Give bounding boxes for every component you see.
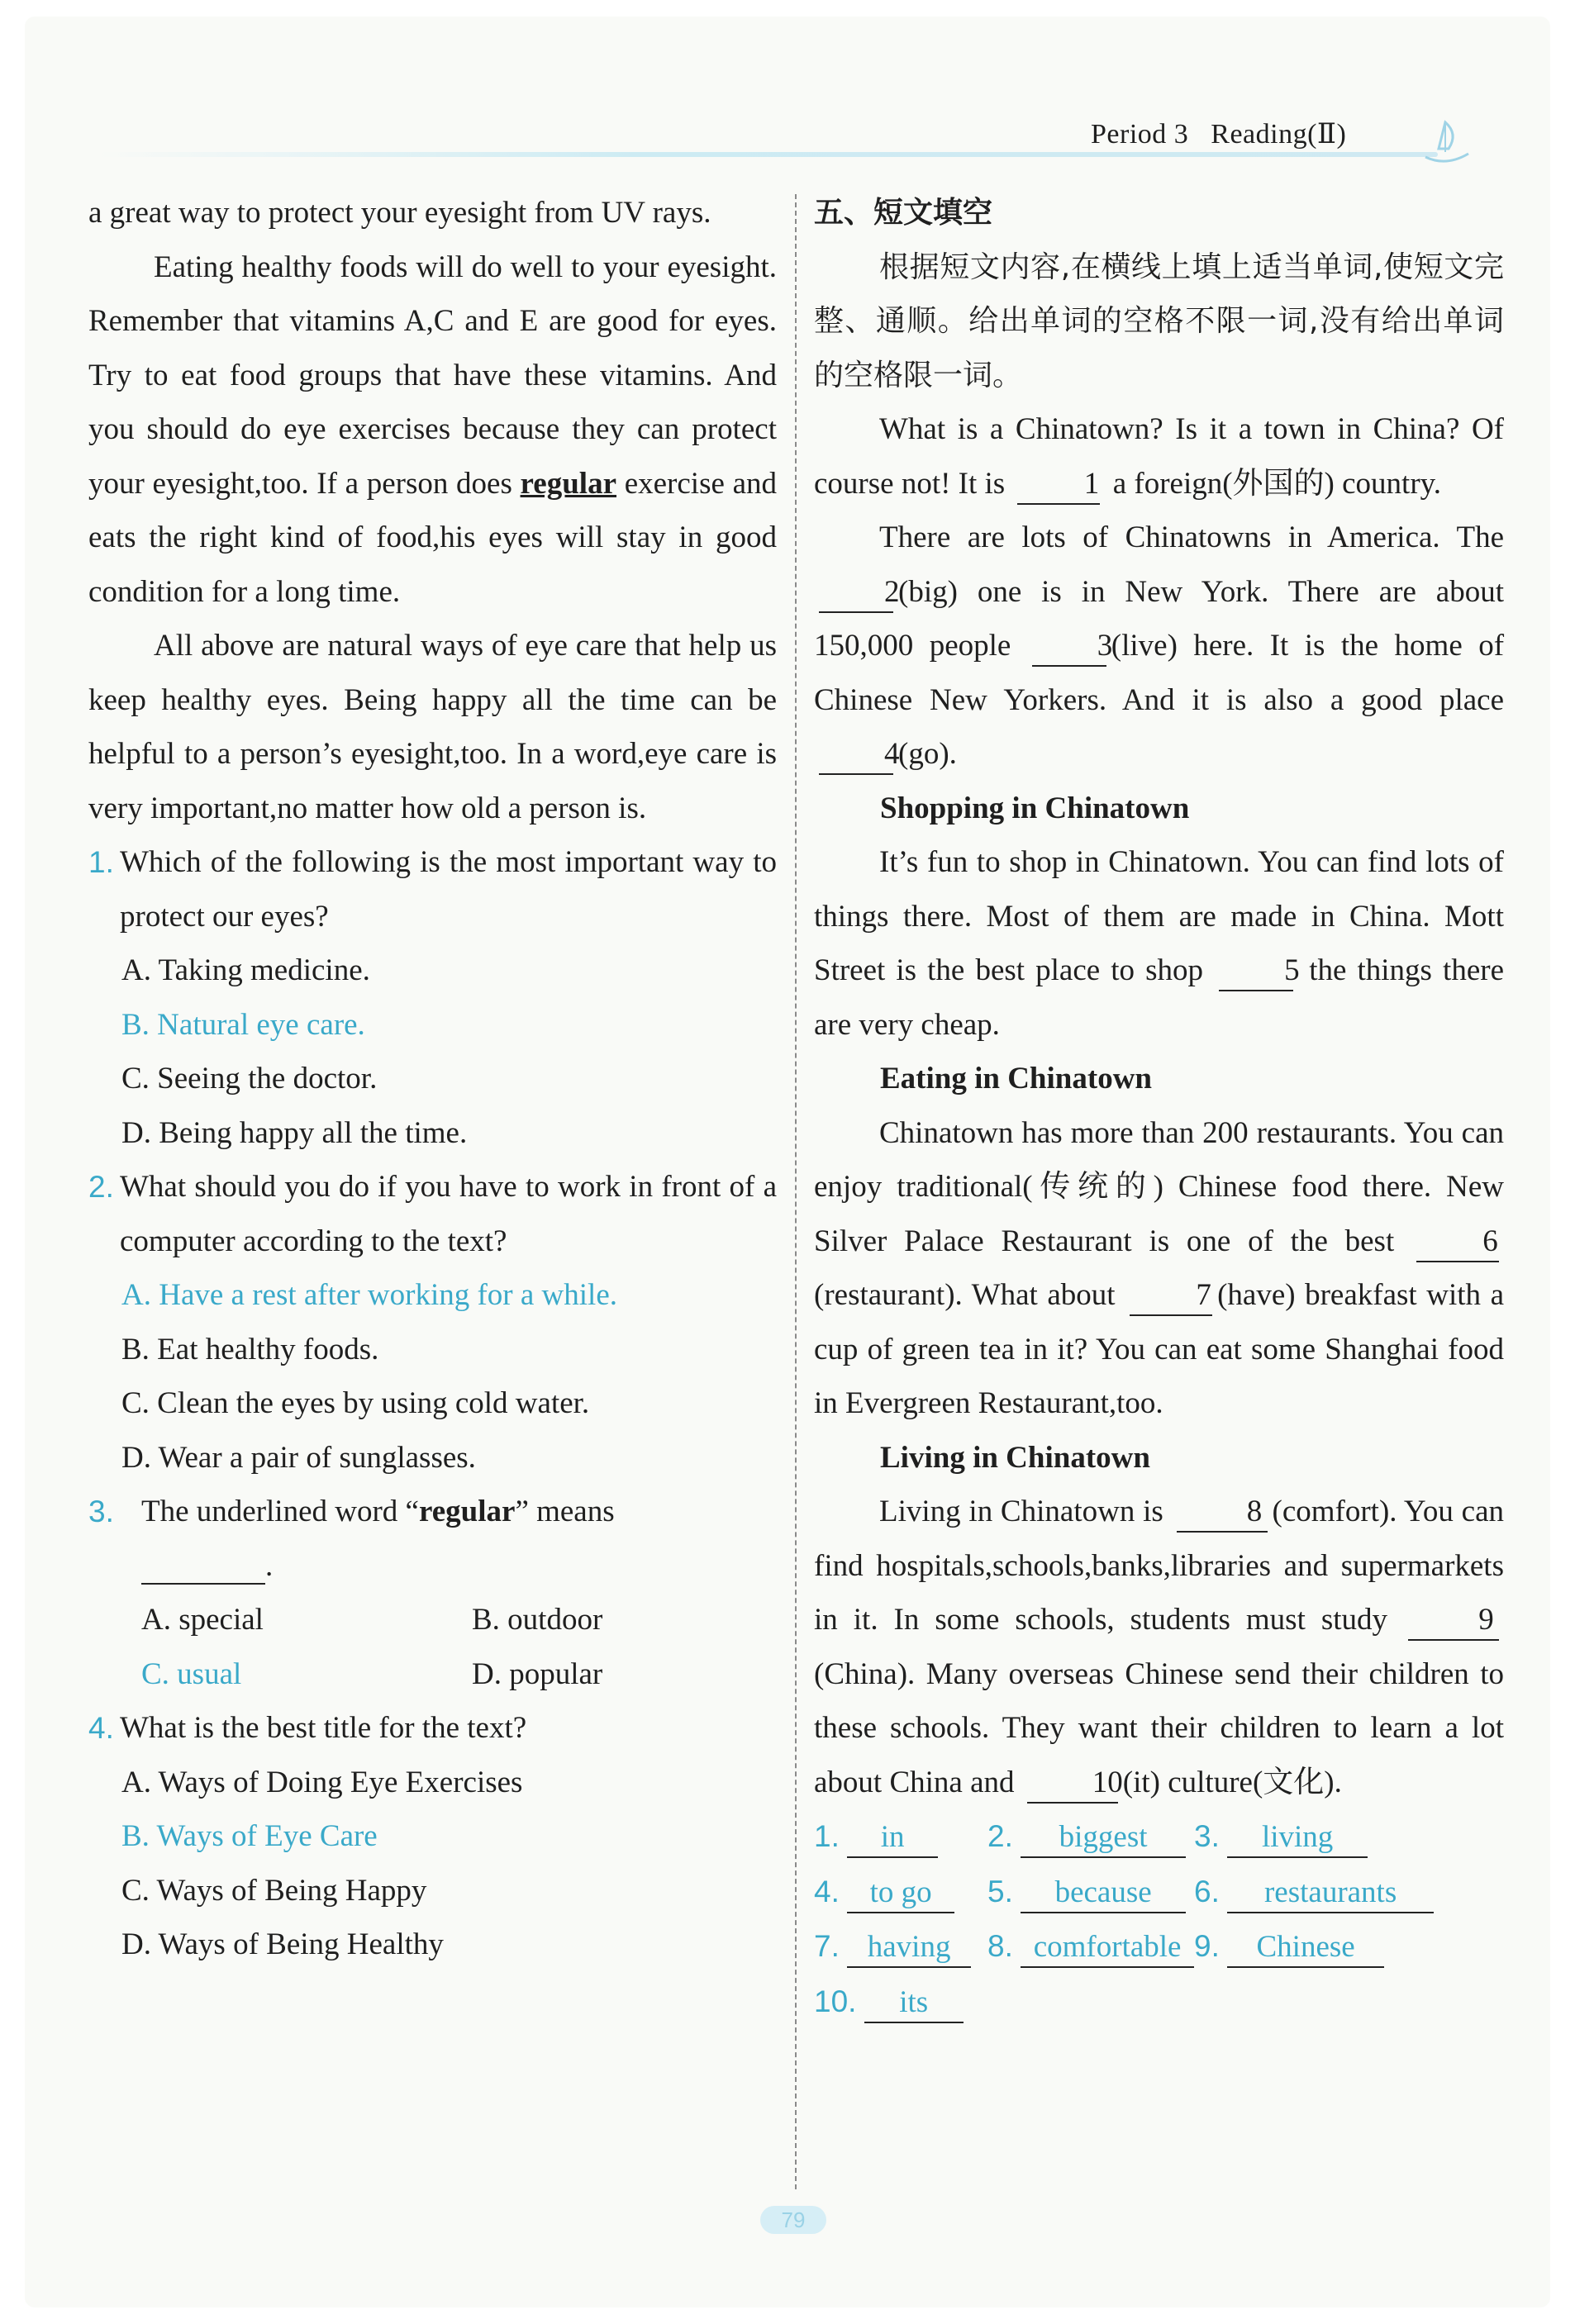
question-text: What is the best title for the text? [120,1711,527,1745]
option: D. Wear a pair of sunglasses. [121,1440,476,1475]
option: B. outdoor [472,1603,603,1637]
right-column [814,186,1504,2029]
question-number: 4. [88,1711,114,1745]
cloze-paragraph-3: It’s fun to shop in Chinatown. You can find lots of things there. Most of them are made in China. Mott Street is the best place to shop 5 the things there are very cheap. [814,845,1504,1042]
sailboat-icon [1417,116,1475,173]
question-number: 2. [88,1170,114,1204]
answer-key [814,1809,1504,2029]
left-column [88,186,777,1972]
answer-item: 4. to go [814,1865,987,1920]
option-answer: B. Ways of Eye Care [121,1819,378,1853]
option: D. Being happy all the time. [121,1115,468,1150]
question-1 [88,835,777,943]
answer-blank: . [88,1539,777,1594]
option-answer: B. Natural eye care. [121,1007,365,1042]
answer-item: 6. restaurants [1194,1865,1425,1920]
blank-5: 5 [1219,952,1293,991]
paragraph-3: All above are natural ways of eye care that help us keep healthy eyes. Being happy all the time can be helpful to a person’s eyesight,too. In a word,eye care is very important,no matter how old a person is. [88,629,777,825]
paragraph-1: a great way to protect your eyesight from UV rays. [88,196,711,230]
blank-3: 3 [1032,627,1106,667]
blank-2: 2 [819,573,893,613]
page-number: 79 [760,2206,826,2234]
blank-10: 10 [1027,1764,1118,1804]
answer-item: 3. living [1194,1809,1425,1865]
option: A. Taking medicine. [121,953,370,987]
answer-item: 9. Chinese [1194,1919,1425,1975]
option: C. Seeing the doctor. [121,1062,378,1095]
subheading-living: Living in Chinatown [880,1440,1150,1475]
cloze-paragraph-2: There are lots of Chinatowns in America. The 2(big) one is in New York. There are about 150,000 people 3(live) here. It is the home of Chinese New Yorkers. And it is also a good place 4(go). [814,511,1504,782]
column-divider [795,194,797,2189]
blank-8: 8 [1177,1493,1268,1533]
header-period: Period 3 [1091,119,1189,150]
option: D. popular [472,1656,603,1691]
answer-item: 10. its [814,1975,987,2030]
option: D. Ways of Being Healthy [121,1927,444,1961]
option: C. Clean the eyes by using cold water. [121,1386,590,1420]
option: A. Ways of Doing Eye Exercises [121,1765,523,1799]
question-number: 1. [88,845,114,879]
question-text: Which of the following is the most important way to protect our eyes? [120,845,777,934]
subheading-shopping: Shopping in Chinatown [880,791,1190,825]
question-text: What should you do if you have to work in front of a computer according to the text? [120,1170,777,1258]
option-answer: C. usual [141,1656,242,1691]
cloze-paragraph-4: Chinatown has more than 200 restaurants. You can enjoy traditional(传统的) Chinese food there. New Silver Palace Restaurant is one of the best 6(restaurant). What about 7 (have) breakfast with a cup of green tea in it? You can eat some Shanghai food in Evergreen Restaurant,too. [814,1115,1505,1420]
blank-6: 6 [1416,1223,1499,1262]
question-number: 3. [88,1495,114,1528]
quoted-word: regular [418,1495,516,1528]
question-text: The underlined word “regular” means [141,1495,615,1528]
header-rule [99,152,1438,157]
answer-item: 7. having [814,1919,987,1975]
blank-4: 4 [819,735,893,775]
option: C. Ways of Being Happy [121,1873,427,1908]
underlined-word: regular [520,466,617,501]
question-3 [88,1485,777,1539]
instructions: 根据短文内容,在横线上填上适当单词,使短文完整、通顺。给出单词的空格不限一词,没有给出单词的空格限一词。 [814,250,1504,392]
answer-item: 2. biggest [987,1809,1194,1865]
option: B. Eat healthy foods. [121,1332,379,1366]
options-grid [88,1593,777,1701]
cloze-paragraph-1: What is a Chinatown? Is it a town in China? Of course not! It is 1 a foreign(外国的) country. [814,402,1504,511]
blank-9: 9 [1408,1601,1499,1641]
answer-item: 8. comfortable [987,1919,1194,1975]
paragraph-2: Eating healthy foods will do well to your eyesight. Remember that vitamins A,C and E are good for eyes. Try to eat food groups that have these vitamins. And you should do eye exercises because they can protect your eyesight,too. If a person does regular exercise and eats the right kind of food,his eyes will stay in good condition for a long time. [88,250,777,609]
section-title: 五、短文填空 [814,196,993,230]
header-reading: Reading(Ⅱ) [1211,119,1347,150]
cloze-paragraph-5: Living in Chinatown is 8 (comfort). You can find hospitals,schools,banks,libraries and supermarkets in it. In some schools, students must study 9(China). Many overseas Chinese send their children to these schools. They want their children to learn a lot about China and 10(it) culture(文化). [814,1485,1504,1809]
option: A. special [141,1603,264,1637]
question-2 [88,1160,777,1268]
option-answer: A. Have a rest after working for a while. [121,1278,617,1312]
page-header [1091,117,1346,150]
blank-1: 1 [1017,465,1100,505]
answer-item: 5. because [987,1865,1194,1920]
question-4 [88,1701,777,1756]
answer-item: 1. in [814,1809,987,1865]
blank-7: 7 [1130,1276,1212,1316]
subheading-eating: Eating in Chinatown [880,1062,1152,1095]
